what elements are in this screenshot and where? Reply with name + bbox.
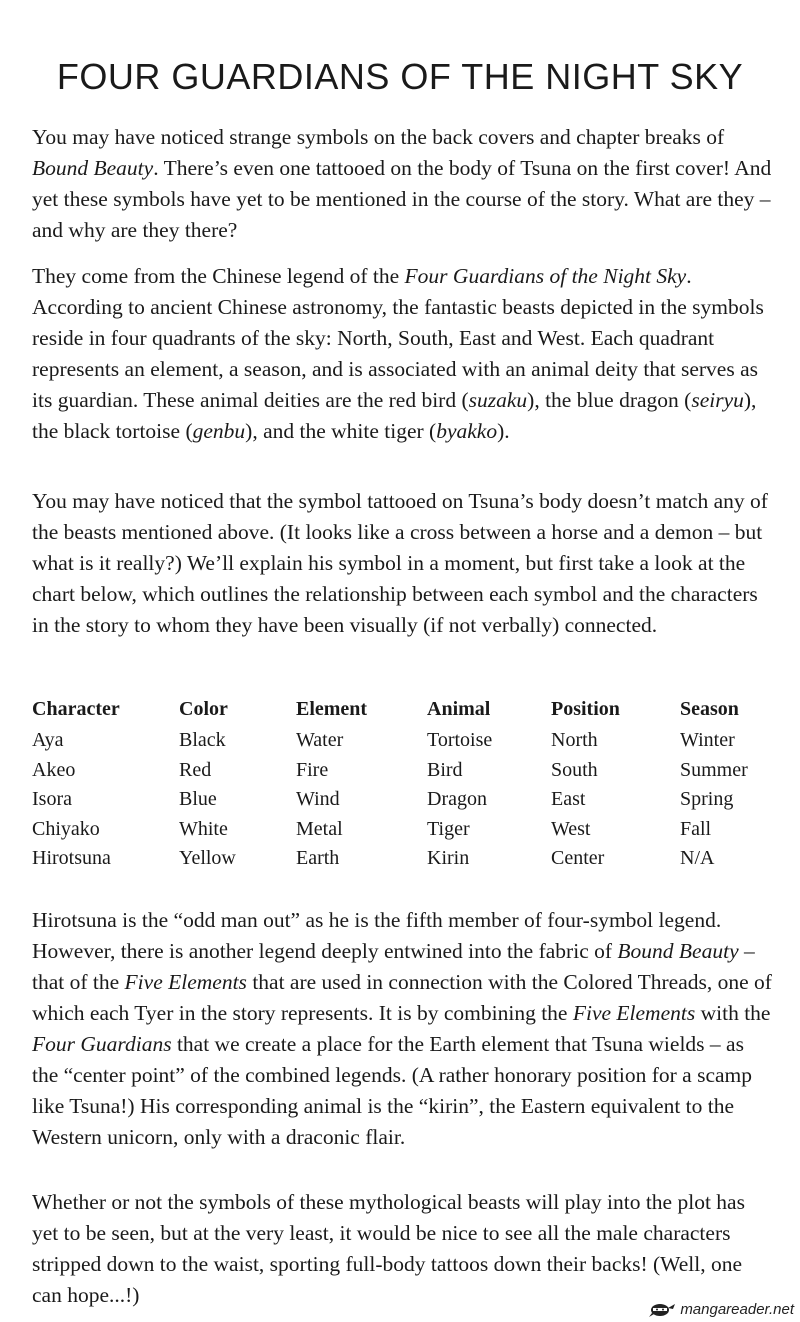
cell-character: Aya xyxy=(32,729,64,752)
col-header-character: Character xyxy=(32,697,120,720)
cell-position: North xyxy=(551,729,598,752)
cell-position: West xyxy=(551,817,591,840)
cell-character: Isora xyxy=(32,788,72,811)
intro-title-bound-beauty: Bound Beauty xyxy=(32,156,154,180)
cell-animal: Tortoise xyxy=(427,729,493,752)
legend-text-e: ), the blue dragon ( xyxy=(527,388,692,412)
kirin-text-e: that are used in connection with the Colored Threads, one of which each Tyer in the story represents. It is by combining the xyxy=(32,970,772,1025)
cell-color: Yellow xyxy=(179,847,236,870)
kirin-term-four-guardians: Four Guardians xyxy=(32,1032,172,1056)
col-header-season: Season xyxy=(680,697,739,720)
col-header-color: Color xyxy=(179,697,228,720)
cell-element: Metal xyxy=(296,817,343,840)
kirin-text-i: that we create a place for the Earth element that Tsuna wields – as the “center point” of the combined legends. (A rather honorary position for a scamp like Tsuna!) His corresponding animal is the “kirin”, the Eastern equivalent to the Western unicorn, only with a draconic flair. xyxy=(32,1032,753,1149)
watermark-link[interactable] xyxy=(646,1300,794,1318)
cell-character: Hirotsuna xyxy=(32,847,111,870)
intro-text-c: . There’s even one tattooed on the body of Tsuna on the first cover! And yet these symbols have yet to be mentioned in the course of the story. What are they – and why are they there? xyxy=(32,156,772,242)
cell-color: Black xyxy=(179,729,226,752)
closing-paragraph: Whether or not the symbols of these mythological beasts will play into the plot has yet to be seen, but at the very least, it would be nice to see all the male characters stripped down to the waist, sporting full-body tattoos down their backs! (Well, one can hope...!) xyxy=(32,1190,745,1307)
cell-character: Chiyako xyxy=(32,817,100,840)
kirin-title-bound-beauty: Bound Beauty xyxy=(617,939,739,963)
cell-animal: Tiger xyxy=(427,817,470,840)
ninja-mascot-icon xyxy=(646,1300,676,1318)
cell-element: Earth xyxy=(296,847,340,870)
legend-paragraph xyxy=(32,261,772,447)
cell-position: East xyxy=(551,788,586,811)
cell-season: Summer xyxy=(680,758,748,781)
chart-header-row xyxy=(32,692,772,726)
guardian-chart xyxy=(32,692,772,874)
col-header-element: Element xyxy=(296,697,368,720)
cell-position: South xyxy=(551,758,598,781)
legend-text-a: They come from the Chinese legend of the xyxy=(32,264,405,288)
cell-position: Center xyxy=(551,847,605,870)
legend-term-genbu: genbu xyxy=(192,419,246,443)
cell-character: Akeo xyxy=(32,758,76,781)
page-title: FOUR GUARDIANS OF THE NIGHT SKY xyxy=(56,56,744,97)
watermark-text: mangareader.net xyxy=(680,1300,794,1318)
cell-element: Wind xyxy=(296,788,340,811)
kirin-text-c: – that of the xyxy=(32,939,755,994)
legend-term-byakko: byakko xyxy=(436,419,498,443)
cell-season: Winter xyxy=(680,729,735,752)
legend-term-seiryu: seiryu xyxy=(691,388,744,412)
cell-animal: Bird xyxy=(427,758,463,781)
legend-text-i: ), and the white tiger ( xyxy=(245,419,437,443)
table-row xyxy=(32,756,772,786)
cell-season: Fall xyxy=(680,817,712,840)
table-row xyxy=(32,815,772,845)
cell-element: Water xyxy=(296,729,344,752)
legend-text-g: ), the black tortoise ( xyxy=(32,388,757,443)
table-row xyxy=(32,785,772,815)
symbol-paragraph: You may have noticed that the symbol tattooed on Tsuna’s body doesn’t match any of the beasts mentioned above. (It looks like a cross between a horse and a demon – but what is it really?) We’ll explain his symbol in a moment, but first take a look at the chart below, which outlines the relationship between each symbol and the characters in the story to whom they have been visually (if not verbally) connected. xyxy=(32,489,768,637)
legend-title-four-guardians: Four Guardians of the Night Sky xyxy=(404,264,687,288)
cell-season: N/A xyxy=(680,847,715,870)
kirin-text-g: with the xyxy=(695,1001,771,1025)
cell-color: White xyxy=(179,817,228,840)
kirin-term-five-elements-2: Five Elements xyxy=(572,1001,696,1025)
cell-season: Spring xyxy=(680,788,734,811)
intro-paragraph xyxy=(32,122,772,246)
kirin-paragraph xyxy=(32,905,772,1153)
kirin-term-five-elements: Five Elements xyxy=(124,970,247,994)
table-row xyxy=(32,726,772,756)
table-row xyxy=(32,844,772,874)
col-header-animal: Animal xyxy=(427,697,491,720)
col-header-position: Position xyxy=(551,697,620,720)
cell-animal: Kirin xyxy=(427,847,470,870)
intro-text-a: You may have noticed strange symbols on the back covers and chapter breaks of xyxy=(32,125,725,149)
cell-color: Red xyxy=(179,758,212,781)
cell-color: Blue xyxy=(179,788,217,811)
legend-text-k: ). xyxy=(497,419,510,443)
kirin-text-a: Hirotsuna is the “odd man out” as he is the fifth member of four-symbol legend. However, there is another legend deeply entwined into the fabric of xyxy=(32,908,722,963)
legend-term-suzaku: suzaku xyxy=(468,388,528,412)
cell-animal: Dragon xyxy=(427,788,487,811)
cell-element: Fire xyxy=(296,758,329,781)
legend-text-c: . According to ancient Chinese astronomy, the fantastic beasts depicted in the symbols reside in four quadrants of the sky: North, South, East and West. Each quadrant represents an element, a season, and is associated with an animal deity that serves as its guardian. These animal deities are the red bird ( xyxy=(32,264,764,412)
